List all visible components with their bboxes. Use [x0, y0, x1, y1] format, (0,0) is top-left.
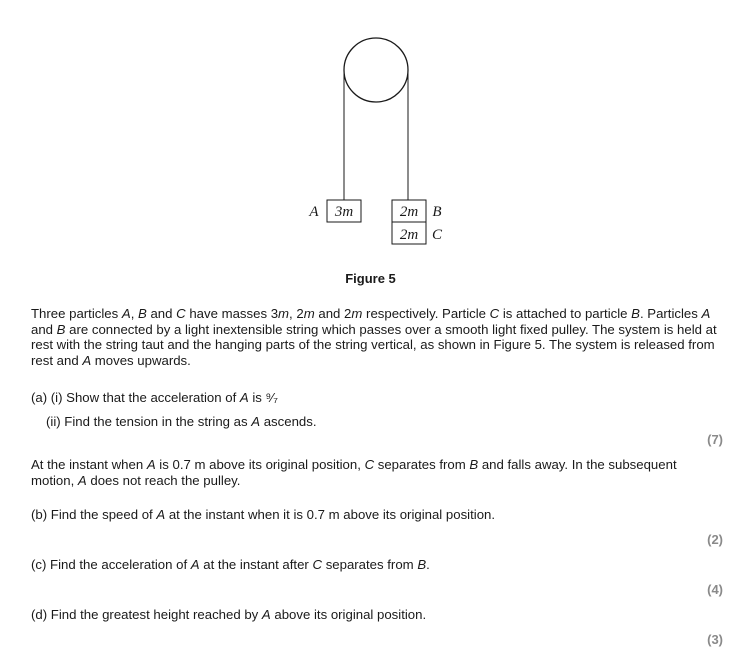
label-a: A — [309, 204, 319, 220]
part-d: (d) Find the greatest height reached by A above its original position. — [31, 607, 427, 622]
pulley-wheel — [344, 38, 408, 102]
part-a-ii: (ii) Find the tension in the string as A ascends. — [46, 414, 317, 429]
marks-a: (7) — [707, 432, 723, 447]
label-c: C — [431, 227, 443, 243]
part-c: (c) Find the acceleration of A at the instant after C separates from B. — [31, 557, 430, 572]
question-middle: At the instant when A is 0.7 m above its original position, C separates from B and falls away. In the subsequent motion, A does not reach the pulley. — [31, 457, 677, 488]
block-b-mass: 2m — [399, 204, 419, 220]
part-a-i: (a) (i) Show that the acceleration of A is ⁹⁄₇ — [31, 390, 278, 405]
marks-b: (2) — [707, 532, 723, 547]
marks-d: (3) — [707, 632, 723, 647]
block-a-mass: 3m — [334, 204, 354, 220]
label-b: B — [432, 204, 442, 220]
question-intro: Three particles A, B and C have masses 3m, 2m and 2m respectively. Particle C is attached to particle B. Particles A and B are connected by a light inextensible string which passes over a smooth light fixed pulley. The system is held at rest with the string taut and the hanging parts of the string vertical, as shown in Figure 5. The system is released from rest and A moves upwards. — [31, 306, 717, 368]
marks-c: (4) — [707, 582, 723, 597]
part-b: (b) Find the speed of A at the instant when it is 0.7 m above its original position. — [31, 507, 496, 522]
pulley-diagram — [0, 0, 741, 260]
figure-caption: Figure 5 — [345, 271, 396, 286]
block-c-mass: 2m — [399, 227, 419, 243]
